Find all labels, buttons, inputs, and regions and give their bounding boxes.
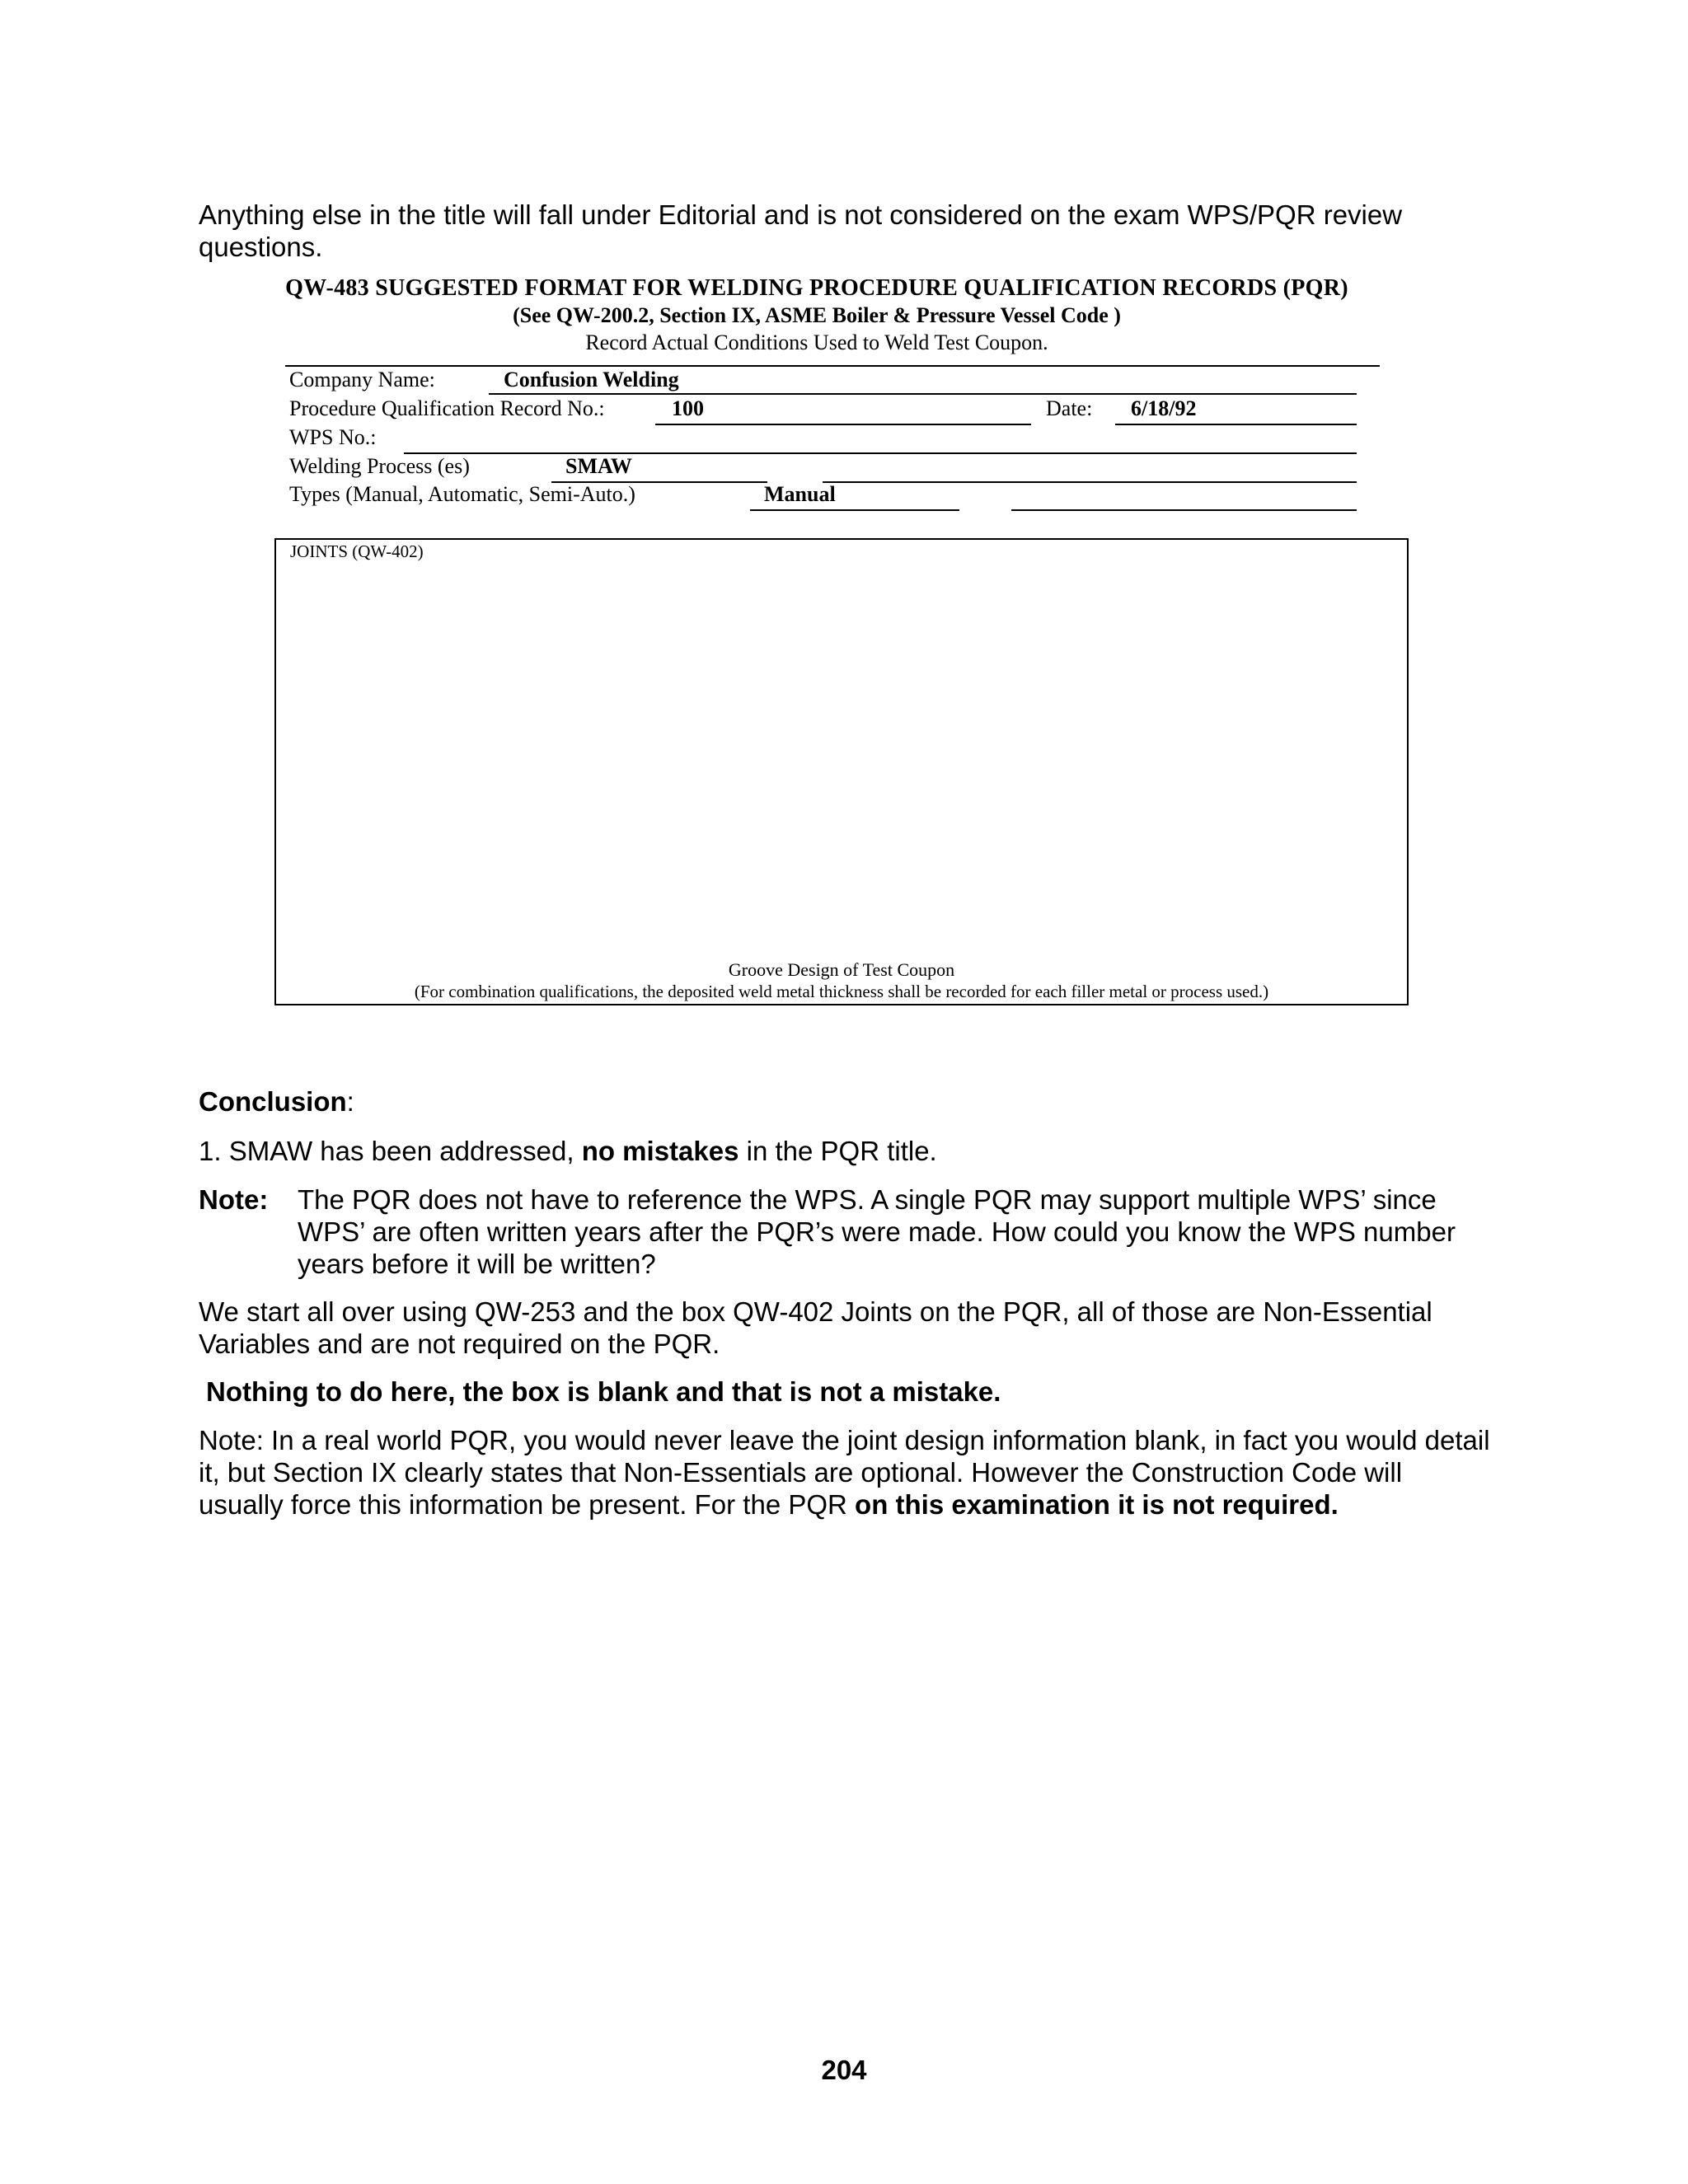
company-value: Confusion Welding: [504, 368, 679, 391]
groove-caption: Groove Design of Test Coupon: [728, 959, 955, 980]
conclusion-colon: :: [346, 1086, 354, 1117]
welding-process-value: SMAW: [565, 454, 632, 478]
joints-box: [274, 538, 1409, 1005]
conclusion-heading: [199, 1085, 354, 1118]
item1-pre: 1. SMAW has been addressed,: [199, 1136, 574, 1166]
intro-paragraph: Anything else in the title will fall under Editorial and is not considered on the exam WPS/PQR review questions.: [199, 199, 1403, 262]
joints-label: JOINTS (QW-402): [290, 541, 424, 561]
pqr-number-field-line: [655, 398, 1031, 425]
types-field-line-2: [1011, 484, 1357, 511]
conclusion-label: Conclusion: [199, 1086, 347, 1117]
nothing-to-do-line: Nothing to do here, the box is blank and that is not a mistake.: [206, 1376, 1001, 1407]
note-label: Note:: [199, 1184, 269, 1215]
paragraph-qw253: We start all over using QW-253 and the box QW-402 Joints on the PQR, all of those are Non-Essential Variables and are not required on the PQR.: [199, 1296, 1432, 1359]
types-value: Manual: [764, 482, 836, 506]
conclusion-item-1: [199, 1135, 1517, 1167]
wps-number-label: WPS No.:: [289, 425, 377, 449]
para2-bold: on this examination it is not required.: [855, 1489, 1339, 1520]
form-title: QW-483 SUGGESTED FORMAT FOR WELDING PROCEDURE QUALIFICATION RECORDS (PQR): [285, 275, 1348, 301]
groove-note: (For combination qualifications, the deposited weld metal thickness shall be recorded for each filler metal or process used.): [414, 982, 1269, 1001]
item1-bold: no mistakes: [581, 1136, 739, 1166]
wps-number-field-line: [404, 427, 1357, 454]
form-subtitle-2: Record Actual Conditions Used to Weld Test Coupon.: [585, 330, 1048, 354]
welding-process-field-line-2: [823, 456, 1357, 483]
welding-process-label: Welding Process (es): [289, 454, 470, 478]
item1-post: in the PQR title.: [746, 1136, 937, 1166]
form-subtitle: (See QW-200.2, Section IX, ASME Boiler & Pressure Vessel Code ): [513, 303, 1121, 327]
date-value: 6/18/92: [1131, 396, 1197, 420]
para2-pre: Note: In a real world PQR, you would never leave the joint design information blank, in fact you would detail it, but Section IX clearly states that Non-Essentials are optional. However the Construction Code will usually force this information be present. For the PQR: [199, 1425, 1490, 1520]
page-number: 204: [821, 2055, 867, 2085]
company-label: Company Name:: [289, 368, 435, 391]
types-label: Types (Manual, Automatic, Semi-Auto.): [289, 482, 635, 506]
note-text: The PQR does not have to reference the WPS. A single PQR may support multiple WPS’ since WPS’ are often written years after the PQR’s were made. How could you know the WPS number years before it will be written?: [298, 1184, 1456, 1279]
form-divider: [285, 365, 1380, 367]
pqr-number-value: 100: [672, 396, 704, 420]
pqr-number-label: Procedure Qualification Record No.:: [289, 396, 605, 420]
date-label: Date:: [1046, 396, 1093, 420]
paragraph-real-world-note: [199, 1424, 1493, 1521]
